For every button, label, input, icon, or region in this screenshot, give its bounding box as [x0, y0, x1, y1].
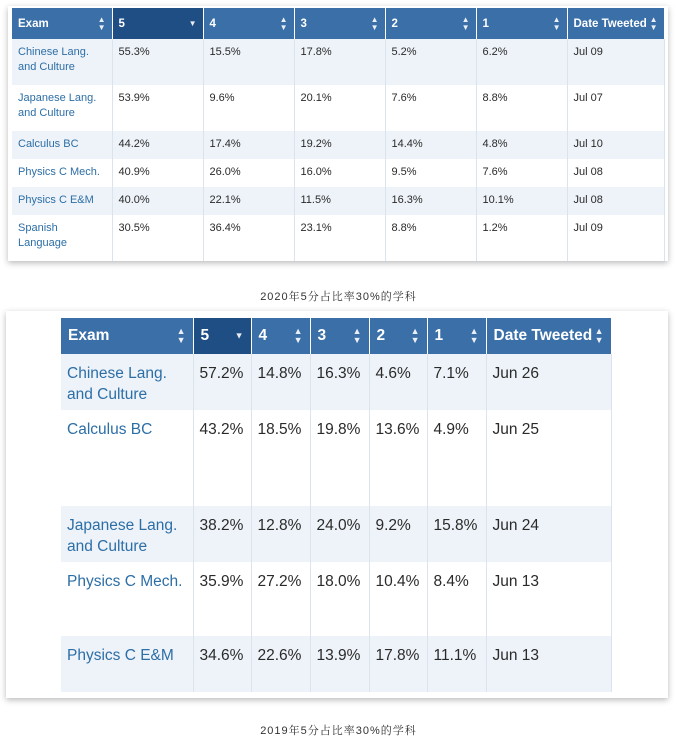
exam-cell[interactable]: Chinese Lang. and Culture: [61, 354, 193, 410]
sort-icon: ▲ ▼: [469, 326, 479, 345]
sort-icon: ▲ ▼: [594, 326, 604, 345]
score-3-cell: 16.0%: [294, 159, 385, 187]
table-row: [12, 39, 664, 85]
score-3-cell: 18.0%: [310, 562, 369, 636]
column-header-label: 5: [118, 17, 125, 30]
table-row: [12, 131, 664, 159]
score-2-cell: 16.3%: [385, 187, 476, 215]
score-1-cell: 15.8%: [427, 506, 486, 562]
exam-cell[interactable]: Japanese Lang. and Culture: [12, 85, 112, 131]
column-header-label: 3: [300, 17, 307, 30]
table-header-row: [61, 318, 611, 354]
score-2-cell: 4.6%: [369, 354, 427, 410]
column-header-score-5[interactable]: [112, 8, 203, 39]
score-3-cell: 13.9%: [310, 636, 369, 692]
score-4-cell: 14.8%: [251, 354, 310, 410]
score-2-cell: 9.2%: [369, 506, 427, 562]
column-header-label: Date Tweeted: [493, 327, 593, 344]
score-5-cell: 40.9%: [112, 159, 203, 187]
date-cell: Jun 13: [486, 636, 611, 692]
column-header-label: 4: [209, 17, 216, 30]
caption-2019: 2019年5分占比率30%的学科: [260, 725, 417, 737]
column-header-label: Exam: [18, 17, 49, 30]
score-1-cell: 10.1%: [476, 187, 567, 215]
score-4-cell: 18.5%: [251, 410, 310, 506]
exam-cell[interactable]: Japanese Lang. and Culture: [61, 506, 193, 562]
scores-table-2019: [61, 318, 612, 692]
table-row: [61, 410, 611, 506]
table-header-row: [12, 8, 664, 39]
score-5-cell: 38.2%: [193, 506, 251, 562]
date-cell: Jul 09: [567, 215, 664, 261]
column-header-score-3[interactable]: [294, 8, 385, 39]
score-5-cell: 55.3%: [112, 39, 203, 85]
column-header-label: 2: [376, 327, 386, 344]
sort-icon: ▲ ▼: [352, 326, 362, 345]
score-3-cell: 16.3%: [310, 354, 369, 410]
score-1-cell: 8.4%: [427, 562, 486, 636]
score-4-cell: 15.5%: [203, 39, 294, 85]
column-header-label: Exam: [68, 327, 110, 344]
score-1-cell: 4.8%: [476, 131, 567, 159]
date-cell: Jun 24: [486, 506, 611, 562]
sort-icon: ▲ ▼: [293, 326, 303, 345]
date-cell: Jun 13: [486, 562, 611, 636]
score-2-cell: 10.4%: [369, 562, 427, 636]
table-row: [61, 354, 611, 410]
score-2-cell: 17.8%: [369, 636, 427, 692]
caption-2020: 2020年5分占比率30%的学科: [260, 291, 417, 303]
score-2-cell: 5.2%: [385, 39, 476, 85]
table-row: [61, 636, 611, 692]
score-3-cell: 11.5%: [294, 187, 385, 215]
column-header-label: Date Tweeted: [573, 17, 647, 30]
column-header-date-tweeted[interactable]: [567, 8, 664, 39]
column-header-score-1[interactable]: [427, 318, 486, 354]
date-cell: Jul 08: [567, 159, 664, 187]
score-5-cell: 53.9%: [112, 85, 203, 131]
score-2-cell: 14.4%: [385, 131, 476, 159]
score-5-cell: 35.9%: [193, 562, 251, 636]
exam-cell[interactable]: Physics C E&M: [12, 187, 112, 215]
date-cell: Jul 09: [567, 39, 664, 85]
score-1-cell: 8.8%: [476, 85, 567, 131]
column-header-exam[interactable]: [12, 8, 112, 39]
score-1-cell: 1.2%: [476, 215, 567, 261]
date-cell: Jul 07: [567, 85, 664, 131]
exam-cell[interactable]: Physics C E&M: [61, 636, 193, 692]
score-1-cell: 6.2%: [476, 39, 567, 85]
score-4-cell: 9.6%: [203, 85, 294, 131]
column-header-label: 1: [482, 17, 489, 30]
sort-icon: ▲ ▼: [176, 326, 186, 345]
scores-table-2020: [12, 8, 665, 261]
score-4-cell: 26.0%: [203, 159, 294, 187]
sort-desc-icon: ▼: [234, 330, 244, 341]
sort-icon: ▲ ▼: [552, 14, 561, 32]
date-cell: Jun 26: [486, 354, 611, 410]
column-header-date-tweeted[interactable]: [486, 318, 611, 354]
sort-icon: ▲ ▼: [97, 14, 106, 32]
score-5-cell: 44.2%: [112, 131, 203, 159]
exam-cell[interactable]: Physics C Mech.: [61, 562, 193, 636]
column-header-label: 3: [317, 327, 327, 344]
column-header-label: 4: [258, 327, 268, 344]
table-row: [61, 562, 611, 636]
column-header-score-3[interactable]: [310, 318, 369, 354]
column-header-exam[interactable]: [61, 318, 193, 354]
column-header-label: 1: [434, 327, 444, 344]
score-5-cell: 30.5%: [112, 215, 203, 261]
score-5-cell: 43.2%: [193, 410, 251, 506]
score-2-cell: 13.6%: [369, 410, 427, 506]
score-4-cell: 22.6%: [251, 636, 310, 692]
sort-icon: ▲ ▼: [370, 14, 379, 32]
column-header-label: 5: [200, 327, 210, 344]
score-5-cell: 40.0%: [112, 187, 203, 215]
score-1-cell: 11.1%: [427, 636, 486, 692]
column-header-score-2[interactable]: [385, 8, 476, 39]
sort-icon: ▲ ▼: [279, 14, 288, 32]
date-cell: Jun 25: [486, 410, 611, 506]
score-1-cell: 7.1%: [427, 354, 486, 410]
score-1-cell: 4.9%: [427, 410, 486, 506]
score-2-cell: 7.6%: [385, 85, 476, 131]
column-header-score-4[interactable]: [251, 318, 310, 354]
exam-cell[interactable]: Chinese Lang. and Culture: [12, 39, 112, 85]
score-5-cell: 57.2%: [193, 354, 251, 410]
score-3-cell: 20.1%: [294, 85, 385, 131]
score-4-cell: 12.8%: [251, 506, 310, 562]
score-5-cell: 34.6%: [193, 636, 251, 692]
table-row: [12, 159, 664, 187]
exam-cell[interactable]: Physics C Mech.: [12, 159, 112, 187]
table-row: [12, 215, 664, 261]
score-2-cell: 9.5%: [385, 159, 476, 187]
score-4-cell: 27.2%: [251, 562, 310, 636]
table-row: [12, 187, 664, 215]
table-card-2020: [8, 6, 668, 261]
score-3-cell: 17.8%: [294, 39, 385, 85]
score-3-cell: 19.2%: [294, 131, 385, 159]
date-cell: Jul 10: [567, 131, 664, 159]
score-3-cell: 19.8%: [310, 410, 369, 506]
table-row: [61, 506, 611, 562]
column-header-score-5[interactable]: [193, 318, 251, 354]
sort-icon: ▲ ▼: [461, 14, 470, 32]
date-cell: Jul 08: [567, 187, 664, 215]
column-header-label: 2: [391, 17, 398, 30]
score-4-cell: 17.4%: [203, 131, 294, 159]
sort-icon: ▲ ▼: [410, 326, 420, 345]
column-header-score-1[interactable]: [476, 8, 567, 39]
exam-cell[interactable]: Calculus BC: [12, 131, 112, 159]
exam-cell[interactable]: Calculus BC: [61, 410, 193, 506]
exam-cell[interactable]: Spanish Language: [12, 215, 112, 261]
column-header-score-4[interactable]: [203, 8, 294, 39]
score-4-cell: 36.4%: [203, 215, 294, 261]
score-1-cell: 7.6%: [476, 159, 567, 187]
sort-desc-icon: ▼: [188, 18, 197, 28]
score-2-cell: 8.8%: [385, 215, 476, 261]
table-card-2019: [6, 311, 668, 698]
column-header-score-2[interactable]: [369, 318, 427, 354]
sort-icon: ▲ ▼: [649, 14, 658, 32]
score-3-cell: 24.0%: [310, 506, 369, 562]
score-3-cell: 23.1%: [294, 215, 385, 261]
table-row: [12, 85, 664, 131]
score-4-cell: 22.1%: [203, 187, 294, 215]
